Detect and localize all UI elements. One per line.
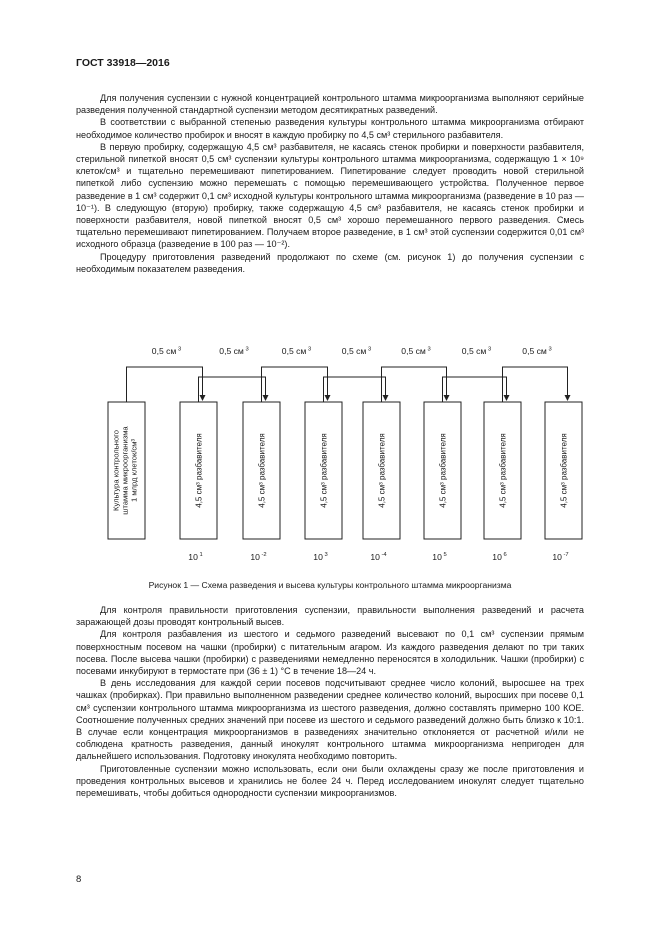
paragraph: Для контроля правильности приготовления суспензии, правильности выполнения разведений и расчета заражающей дозы проводят контрольный высев.	[76, 605, 584, 628]
transfer-volume: 0,5 см	[151, 346, 177, 356]
transfer-line	[127, 367, 203, 402]
dilution-diagram	[0, 335, 661, 570]
dilution-base: 10	[188, 552, 198, 562]
transfer-label	[282, 346, 311, 356]
tube-label: 4,5 см³ разбавителя	[498, 433, 508, 508]
source-tube-line: Культура контрольного	[111, 430, 121, 511]
transfer-label	[342, 346, 371, 356]
dilution-exponent: -7	[561, 552, 569, 558]
dilution-base: 10	[432, 552, 442, 562]
dilution-exponent: 1	[197, 552, 203, 558]
source-tube-line: штамма микроорганизма	[120, 426, 130, 515]
dilution-base: 10	[250, 552, 260, 562]
transfer-label	[219, 346, 248, 356]
tube-label: 4,5 см³ разбавителя	[319, 433, 329, 508]
paragraph: Процедуру приготовления разведений продолжают по схеме (см. рисунок 1) до получения суспензии с необходимым показателем разведения.	[76, 251, 584, 274]
paragraph: В соответствии с выбранной степенью разведения культуры контрольного штамма микроорганизма отбирают необходимое количество пробирок и вносят в каждую пробирку по 4,5 см³ стерильного разбавителя.	[76, 117, 584, 140]
document-header: ГОСТ 33918—2016	[76, 57, 170, 69]
page-number: 8	[76, 874, 82, 885]
dilution-label	[313, 552, 327, 562]
dilution-base: 10	[492, 552, 502, 562]
source-tube-line: 1 млрд клеток/см³	[129, 439, 139, 502]
paragraph: В первую пробирку, содержащую 4,5 см³ разбавителя, не касаясь стенок пробирки и поверхности разбавителя, стерильной пипеткой вносят 0,5 см³ суспензии культуры контрольного штамма микроорганизма, содержащую 1 × 10⁹ клеток/см³ и тщательно перемешивают пипетированием. Пипетирование следует проводить новой стерильной пипеткой либо суспензию можно перемешать с помощью перемешивающего устройства. Полученное первое разведение в 1 см³ содержит 0,1 см³ исходной культуры контрольного штамма микроорганизма (разведение в 10 раз — 10⁻¹). В следующую (вторую) пробирку, также содержащую 4,5 см³ разбавителя, не касаясь стенок пробирки и поверхности разбавителя, новой пипеткой вносят 0,5 см³ хорошо перемешанного первого разведения. Смесь тщательно перемешивают пипетированием. Получаем второе разведение, в 1 см³ этой суспензии содержится 0,01 см³ исходного образца (разведение в 100 раз — 10⁻²).	[76, 141, 584, 250]
dilution-label	[492, 552, 506, 562]
paragraph: Для контроля разбавления из шестого и седьмого разведений высевают по 0,1 см³ суспензии прямым поверхностным посевом на чашки (пробирки) с питательным агаром. Из каждого разведения делают по три таких посева. После высева чашки (пробирки) с разведениями немедленно переносятся в холодильник. Чашки (пробирки) с посевами инкубируют в термостате при (36 ± 1) °С в течение 18—24 ч.	[76, 629, 584, 677]
transfer-volume: 0,5 см	[219, 346, 244, 356]
dilution-base: 10	[552, 552, 562, 562]
bottom-text	[76, 604, 584, 799]
tube-label: 4,5 см³ разбавителя	[194, 433, 204, 508]
transfer-unit-sup: 3	[176, 346, 182, 353]
arrow-head	[565, 395, 571, 401]
dilution-exponent: 3	[322, 552, 328, 558]
transfer-line	[382, 367, 447, 402]
transfer-unit-sup: 3	[366, 346, 372, 353]
source-tube-label	[112, 426, 139, 515]
transfer-label	[401, 346, 430, 356]
dilution-label	[188, 552, 202, 562]
dilution-exponent: 6	[501, 552, 507, 558]
dilution-exponent: -2	[259, 552, 267, 558]
transfer-line	[443, 377, 507, 402]
dilution-base: 10	[370, 552, 380, 562]
transfer-unit-sup: 3	[425, 346, 431, 353]
tube-label: 4,5 см³ разбавителя	[559, 433, 569, 508]
transfer-line	[324, 377, 386, 402]
paragraph: В день исследования для каждой серии посевов подсчитывают среднее число колоний, выросшее на трех чашках (пробирках). При правильно выполненном разведении среднее количество колоний, выросших при посеве 0,1 см³ суспензии контрольного штамма микроорганизма из шестого разведения, должно составлять примерно 100 КОЕ. Соотношение полученных средних значений при посеве из шестого и седьмого разведений должно быть близко к 10:1. В случае если концентрация микроорганизмов в разведениях значительно отклоняется от расчетной и/или не соблюдена кратность разведения, данный инокулят контрольного штамма микроорганизма непригоден для дальнейшего использования. Подготовку инокулята необходимо повторить.	[76, 678, 584, 762]
transfer-volume: 0,5 см	[461, 346, 487, 356]
top-text	[76, 92, 584, 275]
transfer-unit-sup: 3	[306, 346, 312, 353]
arrow-head	[200, 395, 206, 401]
dilution-label	[432, 552, 446, 562]
transfer-unit-sup: 3	[546, 346, 552, 353]
tube-label: 4,5 см³ разбавителя	[377, 433, 387, 508]
dilution-exponent: -4	[379, 552, 387, 558]
figure-caption: Рисунок 1 — Схема разведения и высева культуры контрольного штамма микроорганизма	[148, 580, 512, 590]
paragraph: Приготовленные суспензии можно использовать, если они были охлаждены сразу же после приготовления и проведения контрольных высевов и хранились не более 24 ч. Перед исследованием инокулят следует тщательно перемешивать, чтобы добиться однородности суспензии микроорганизмов.	[76, 763, 584, 799]
transfer-unit-sup: 3	[486, 346, 492, 353]
transfer-line	[262, 367, 328, 402]
transfer-volume: 0,5 см	[341, 346, 367, 356]
arrow-head	[444, 395, 450, 401]
dilution-label	[250, 552, 266, 562]
paragraph: Для получения суспензии с нужной концентрацией контрольного штамма микроорганизма выполняют серийные разведения полученной стандартной суспензии методом десятикратных разведений.	[76, 93, 584, 116]
dilution-label	[552, 552, 568, 562]
transfer-label	[462, 346, 491, 356]
arrow-head	[504, 395, 510, 401]
dilution-base: 10	[313, 552, 323, 562]
transfer-label	[522, 346, 551, 356]
transfer-line	[199, 377, 266, 402]
transfer-line	[503, 367, 568, 402]
arrow-head	[263, 395, 269, 401]
arrow-head	[383, 395, 389, 401]
transfer-label	[152, 346, 181, 356]
transfer-volume: 0,5 см	[401, 346, 426, 356]
arrow-head	[325, 395, 331, 401]
tube-label: 4,5 см³ разбавителя	[257, 433, 267, 508]
dilution-label	[370, 552, 387, 562]
transfer-volume: 0,5 см	[522, 346, 547, 356]
transfer-unit-sup: 3	[243, 346, 249, 353]
transfer-volume: 0,5 см	[281, 346, 307, 356]
dilution-exponent: 5	[441, 552, 447, 558]
tube-label: 4,5 см³ разбавителя	[438, 433, 448, 508]
